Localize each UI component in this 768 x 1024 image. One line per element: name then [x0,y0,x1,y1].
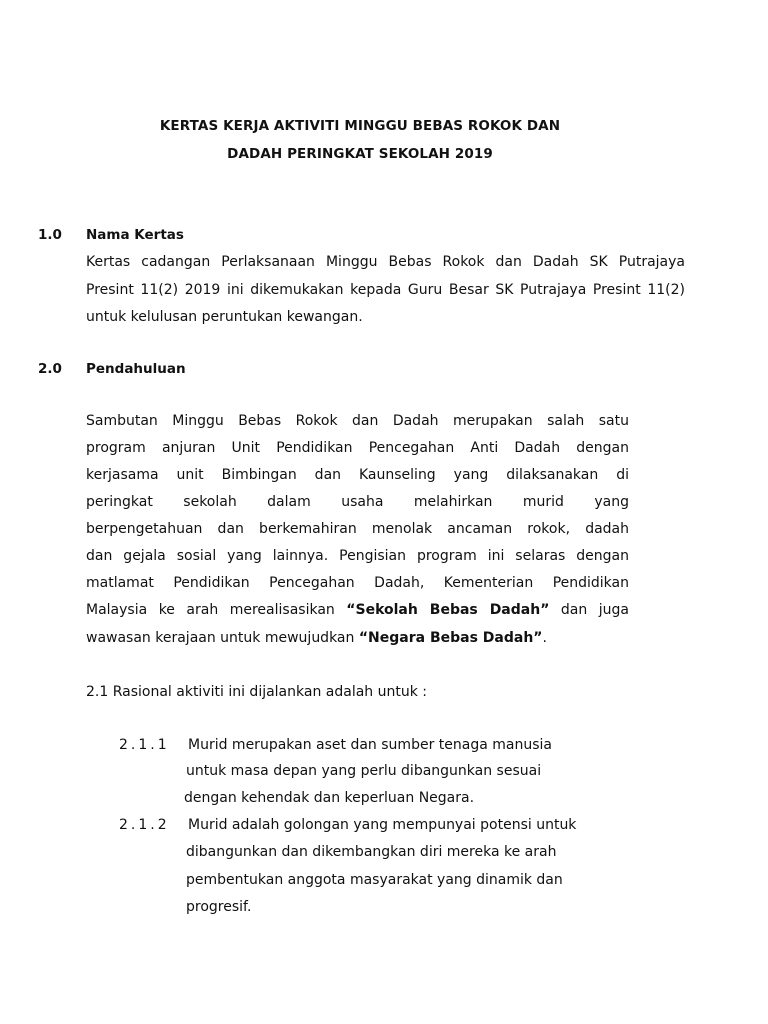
section-2-line-5: berpengetahuan dan berkemahiran menolak ancaman rokok, dadah [86,521,629,537]
item-2-1-1-line-2: untuk masa depan yang perlu dibangunkan sesuai [186,763,542,779]
section-2-line-2: program anjuran Unit Pendidikan Pencegahan Anti Dadah dengan [86,440,629,456]
item-2-1-2-line-2: dibangunkan dan dikembangkan diri mereka ke arah [186,844,557,860]
section-2-line-1: Sambutan Minggu Bebas Rokok dan Dadah merupakan salah satu [86,413,629,429]
section-1-line-1: Kertas cadangan Perlaksanaan Minggu Bebas Rokok dan Dadah SK Putrajaya [86,254,685,270]
line-9-text-start: wawasan kerajaan untuk mewujudkan [86,630,359,646]
section-2-line-9 [86,630,547,646]
item-2-1-1-number: 2.1.1 [119,737,170,753]
item-2-1-1-line-3: dengan kehendak dan keperluan Negara. [184,790,475,806]
sekolah-bebas-dadah-emphasis: “Sekolah Bebas Dadah” [346,602,550,618]
section-2-line-6: dan gejala sosial yang lainnya. Pengisian program ini selaras dengan [86,548,629,564]
subsection-2-1-intro: 2.1 Rasional aktiviti ini dijalankan adalah untuk : [86,684,427,700]
negara-bebas-dadah-emphasis: “Negara Bebas Dadah” [358,630,543,646]
section-2-number: 2.0 [38,361,62,377]
item-2-1-1-line-1: Murid merupakan aset dan sumber tenaga manusia [188,737,552,753]
section-1-line-3: untuk kelulusan peruntukan kewangan. [86,309,363,325]
document-title-line-2: DADAH PERINGKAT SEKOLAH 2019 [227,146,493,162]
section-1-heading: Nama Kertas [86,227,184,243]
item-2-1-2-line-3: pembentukan anggota masyarakat yang dinamik dan [186,872,563,888]
section-2-line-8 [86,602,629,618]
item-2-1-2-line-1: Murid adalah golongan yang mempunyai potensi untuk [188,817,577,833]
section-2-line-3: kerjasama unit Bimbingan dan Kaunseling yang dilaksanakan di [86,467,629,483]
line-9-text-end: . [542,630,547,646]
section-2-line-4: peringkat sekolah dalam usaha melahirkan murid yang [86,494,629,510]
section-2-heading: Pendahuluan [86,361,186,377]
line-8-text-end: dan juga [549,602,630,618]
section-1-line-2: Presint 11(2) 2019 ini dikemukakan kepada Guru Besar SK Putrajaya Presint 11(2) [86,282,685,298]
section-1-number: 1.0 [38,227,62,243]
line-8-text-start: Malaysia ke arah merealisasikan [86,602,347,618]
item-2-1-2-line-4: progresif. [186,899,252,915]
item-2-1-2-number: 2.1.2 [119,817,170,833]
document-title-line-1: KERTAS KERJA AKTIVITI MINGGU BEBAS ROKOK DAN [159,118,561,134]
section-2-line-7: matlamat Pendidikan Pencegahan Dadah, Kementerian Pendidikan [86,575,629,591]
